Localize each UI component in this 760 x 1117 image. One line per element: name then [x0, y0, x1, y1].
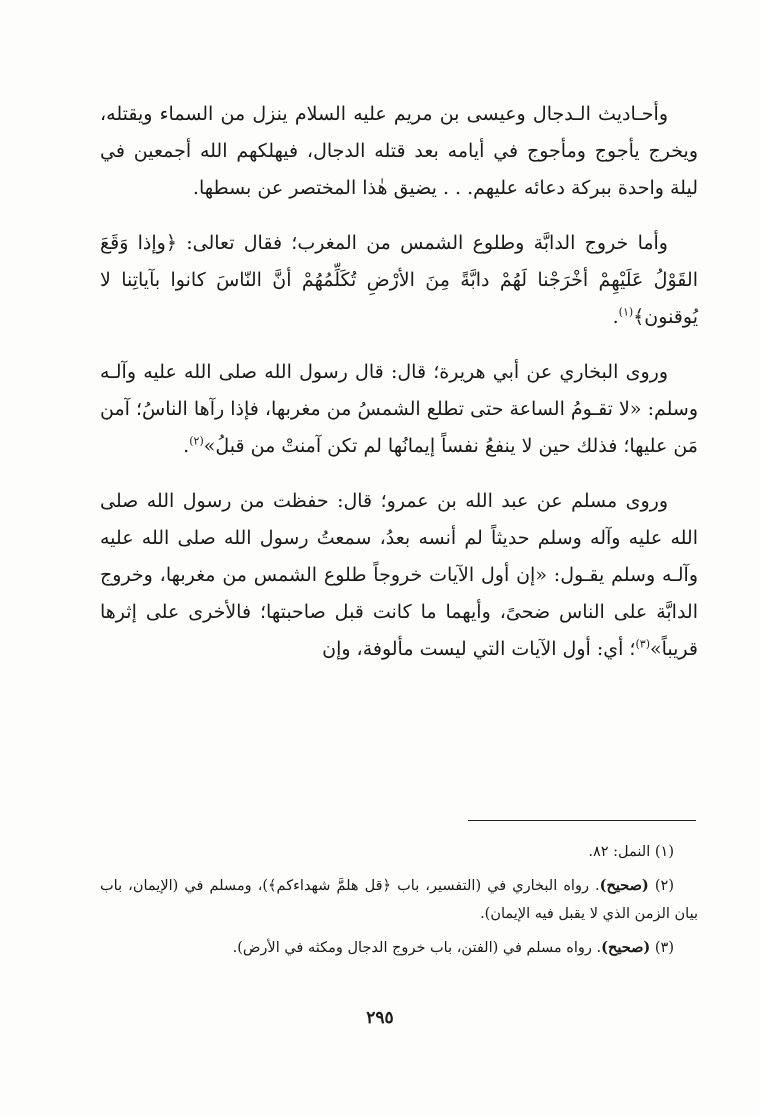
footnote-2-number: (٢) — [654, 878, 674, 894]
footnote-1 — [100, 838, 698, 866]
paragraph-1-text: وأحـاديث الـدجال وعيسى بن مريم عليه السلام ينزل من السماء ويقتله، ويخرج يأجوج ومأجوج في أيامه بعد قتله الدجال، فيهلكهم الله أجمعين في ليلة واحدة ببركة دعائه عليهم. . . يضيق هٰذا المختصر عن بسطها. — [100, 103, 698, 199]
paragraph-4-end: ؛ أي: أول الآيات التي ليست مألوفة، وإن — [322, 638, 636, 660]
footnote-ref-1: (١) — [618, 305, 634, 319]
main-text — [100, 96, 698, 668]
paragraph-1 — [100, 96, 698, 207]
paragraph-3-text: وروى البخاري عن أبي هريرة؛ قال: قال رسول الله صلى الله عليه وآلـه وسلم: «لا تقـومُ الساعة حتى تطلع الشمسُ من مغربها، فإذا رآها الناسُ؛ آمن مَن عليها؛ فذلك حين لا ينفعُ نفساً إيمانُها لم تكن آمنتْ من قبلُ» — [100, 361, 698, 457]
footnote-1-number: (١) — [654, 844, 674, 860]
paragraph-4-text: وروى مسلم عن عبد الله بن عمرو؛ قال: حفظت من رسول الله صلى الله عليه وآله وسلم حديثاً لم أنسه بعدُ، سمعتُ رسول الله صلى الله عليه وآلـه وسلم يقـول: «إن أول الآيات خروجاً طلوع الشمس من مغربها، وخروج الدابَّة على الناس ضحىً، وأيهما ما كانت قبل صاحبتها؛ فالأخرى على إثرها قريباً» — [100, 490, 698, 660]
footnote-3-text: . رواه مسلم في (الفتن، باب خروج الدجال ومكثه في الأرض). — [232, 940, 602, 956]
footnote-3-grade: (صحيح) — [601, 939, 651, 956]
paragraph-2 — [100, 225, 698, 336]
footnote-separator — [468, 820, 696, 821]
footnote-ref-3: (٣) — [635, 637, 650, 651]
paragraph-3 — [100, 354, 698, 465]
page-number: ٢٩٥ — [366, 1008, 394, 1028]
footnote-ref-2: (٢) — [189, 434, 204, 448]
footnotes — [100, 838, 698, 968]
paragraph-2-text: وأما خروج الدابَّة وطلوع الشمس من المغرب؛ فقال تعالى: ﴿وإذا وَقَعَ القَوْلُ عَلَيْهِمْ أخْرَجْنا لَهُمْ دابَّةً مِنَ الأرْضِ تُكَلِّمُهُمْ أنَّ النّاسَ كانوا بآياتِنا لا يُوقنون﴾ — [100, 232, 698, 328]
footnote-2 — [100, 872, 698, 928]
paragraph-4 — [100, 483, 698, 668]
paragraph-2-end: . — [612, 306, 619, 328]
paragraph-3-end: . — [183, 435, 190, 457]
footnote-2-grade: (صحيح) — [599, 877, 649, 894]
footnote-3 — [100, 934, 698, 962]
footnote-2-text: . رواه البخاري في (التفسير، باب ﴿قل هلمَّ شهداءكم﴾)، ومسلم في (الإيمان، باب بيان الزمن الذي لا يقبل فيه الإيمان). — [100, 878, 698, 922]
footnote-1-text: النمل: ٨٢. — [588, 844, 651, 860]
footnote-3-number: (٣) — [654, 940, 674, 956]
